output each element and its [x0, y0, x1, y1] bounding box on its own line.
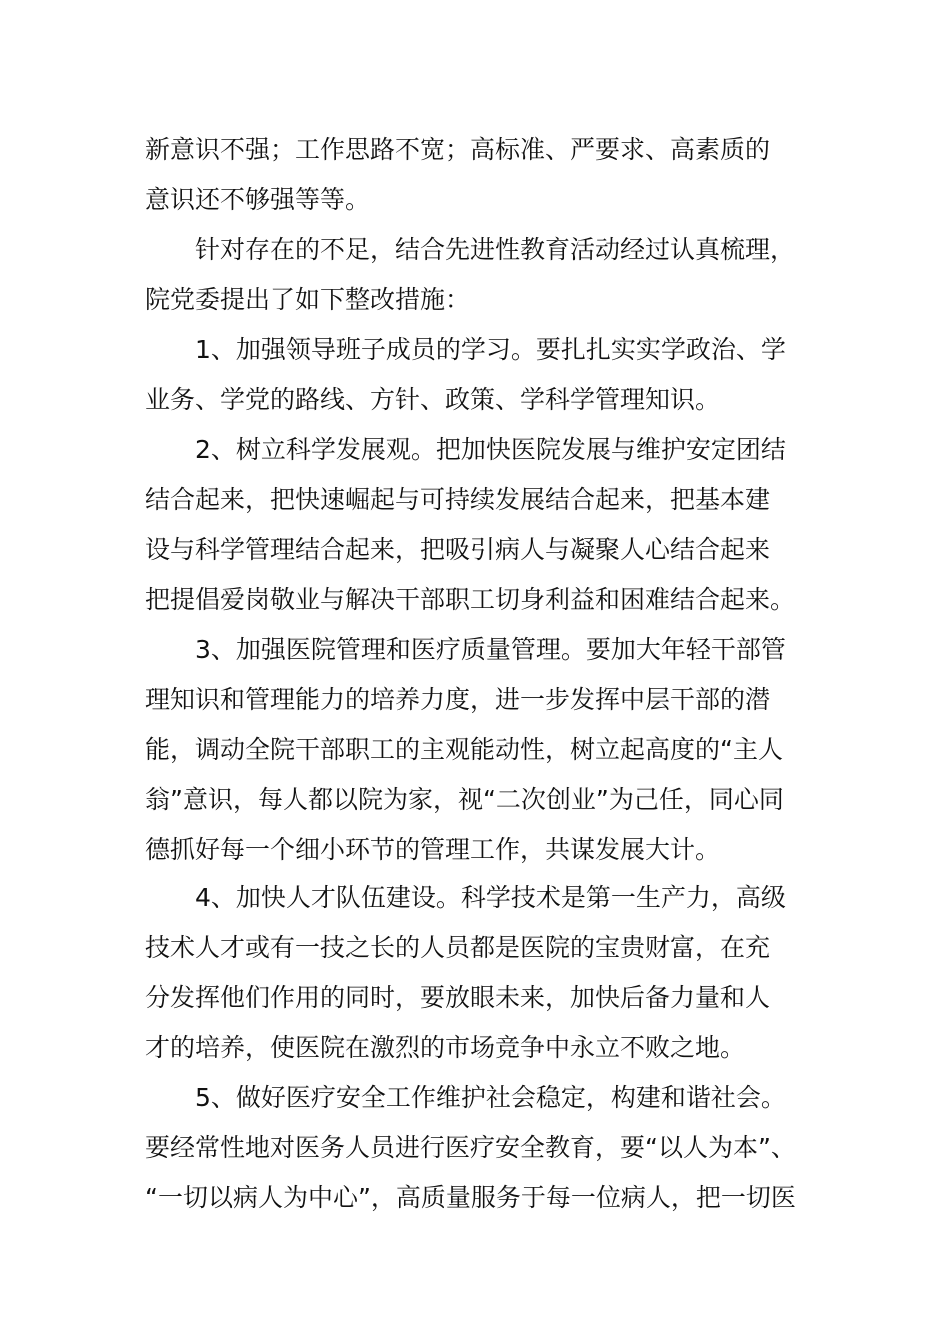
- text-line: 结合起来，把快速崛起与可持续发展结合起来，把基本建: [145, 485, 771, 514]
- text-line: 德抓好每一个细小环节的管理工作，共谋发展大计。: [145, 835, 721, 864]
- text-line: 技术人才或有一技之长的人员都是医院的宝贵财富，在充: [145, 933, 771, 962]
- text-line: 新意识不强；工作思路不宽；高标准、严要求、高素质的: [145, 135, 771, 164]
- text-line: “一切以病人为中心”，高质量服务于每一位病人，把一切医: [145, 1183, 796, 1212]
- text-line: 分发挥他们作用的同时，要放眼未来，加快后备力量和人: [145, 983, 771, 1012]
- text-line: 意识还不够强等等。: [145, 185, 371, 214]
- list-item-5-start: 5、做好医疗安全工作维护社会稳定，构建和谐社会。: [195, 1083, 786, 1112]
- paragraph-start-line: 针对存在的不足，结合先进性教育活动经过认真梳理，: [195, 235, 796, 264]
- text-line: 院党委提出了如下整改措施：: [145, 285, 471, 314]
- list-item-4-start: 4、加快人才队伍建设。科学技术是第一生产力，高级: [195, 883, 786, 912]
- text-line: 要经常性地对医务人员进行医疗安全教育，要“以人为本”、: [145, 1133, 796, 1162]
- text-line: 理知识和管理能力的培养力度，进一步发挥中层干部的潜: [145, 685, 771, 714]
- text-line: 设与科学管理结合起来，把吸引病人与凝聚人心结合起来: [145, 535, 771, 564]
- text-line: 能，调动全院干部职工的主观能动性，树立起高度的“主人: [145, 735, 783, 764]
- text-line: 把提倡爱岗敬业与解决干部职工切身利益和困难结合起来。: [145, 585, 796, 614]
- list-item-1-start: 1、加强领导班子成员的学习。要扎扎实实学政治、学: [195, 335, 786, 364]
- list-item-2-start: 2、树立科学发展观。把加快医院发展与维护安定团结: [195, 435, 786, 464]
- text-line: 才的培养，使医院在激烈的市场竞争中永立不败之地。: [145, 1033, 746, 1062]
- text-line: 翁”意识，每人都以院为家，视“二次创业”为己任，同心同: [145, 785, 784, 814]
- text-line: 业务、学党的路线、方针、政策、学科学管理知识。: [145, 385, 721, 414]
- list-item-3-start: 3、加强医院管理和医疗质量管理。要加大年轻干部管: [195, 635, 786, 664]
